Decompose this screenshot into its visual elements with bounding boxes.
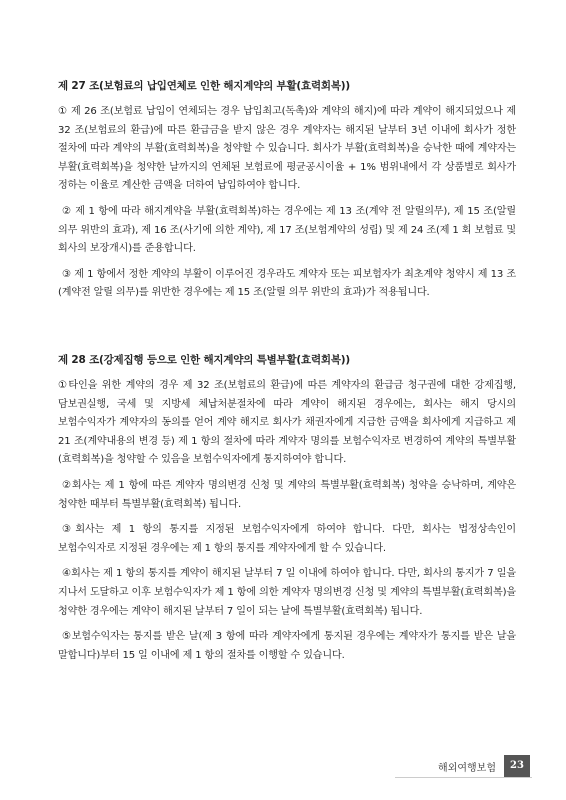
page-footer xyxy=(420,755,530,777)
article-28-title: 제 28 조(강제집행 등으로 인한 해지계약의 특별부활(효력회복)) xyxy=(58,354,350,366)
article-28-paragraph-5: ⑤보험수익자는 통지를 받은 날(제 3 항에 따라 계약자에게 통지된 경우에는 계약자가 통지를 받은 날을 말합니다)부터 15 일 이내에 제 1 항의 절차를 이행할 수 있습니다. xyxy=(58,631,516,661)
article-28 xyxy=(58,353,516,672)
article-27 xyxy=(58,79,516,310)
article-27-paragraph-3: ③ 제 1 항에서 정한 계약의 부활이 이루어진 경우라도 계약자 또는 피보험자가 최초계약 청약시 제 13 조(계약전 알릴 의무)를 위반한 경우에는 제 15 조(알릴 의무 위반의 효과)가 적용됩니다. xyxy=(58,268,516,299)
article-28-paragraph-4: ④회사는 제 1 항의 통지를 계약이 해지된 날부터 7 일 이내에 하여야 합니다. 다만, 회사의 통지가 7 일을 지나서 도달하고 이후 보험수익자가 제 1 항에 의한 계약자 명의변경 신청 및 계약의 특별부활(효력회복)을 청약한 경우에는 계약이 해지된 날부터 7 일이 되는 날에 특별부활(효력회복) 됩니다. xyxy=(58,568,516,617)
page-number-badge: 23 xyxy=(504,755,530,777)
article-28-paragraph-2: ②회사는 제 1 항에 따른 계약자 명의변경 신청 및 계약의 특별부활(효력회복) 청약을 승낙하며, 계약은 청약한 때부터 특별부활(효력회복) 됩니다. xyxy=(58,479,516,510)
article-28-paragraph-3: ③회사는 제 1 항의 통지를 지정된 보험수익자에게 하여야 합니다. 다만, 회사는 법정상속인이 보험수익자로 지정된 경우에는 제 1 항의 통지를 계약자에게 할 수 있습니다. xyxy=(58,524,516,554)
article-27-title: 제 27 조(보험료의 납입연체로 인한 해지계약의 부활(효력회복)) xyxy=(58,80,350,92)
article-28-paragraph-1: ①타인을 위한 계약의 경우 제 32 조(보험료의 환급)에 따른 계약자의 환급금 청구권에 대한 강제집행, 담보권실행, 국세 및 지방세 체납처분절차에 따라 계약이 해지된 경우에는, 회사는 해지 당시의 보험수익자가 계약자의 동의를 얻어 계약 해지로 회사가 채권자에게 지급한 금액을 회사에게 지급하고 제 21 조(계약내용의 변경 등) 제 1 항의 절차에 따라 계약자 명의를 보험수익자로 변경하여 계약의 특별부활(효력회복)을 청약할 수 있음을 보험수익자에게 통지하여야 합니다. xyxy=(58,380,516,466)
article-27-paragraph-2: ② 제 1 항에 따라 해지계약을 부활(효력회복)하는 경우에는 제 13 조(계약 전 알릴의무), 제 15 조(알릴 의무 위반의 효과), 제 16 조(사기에 의한 계약), 제 17 조(보험계약의 성립) 및 제 24 조(제 1 회 보험료 및 회사의 보장개시)를 준용합니다. xyxy=(58,205,516,255)
footer-document-title: 해외여행보험 xyxy=(438,763,496,774)
footer-divider xyxy=(395,777,532,778)
article-27-paragraph-1: ① 제 26 조(보험료 납입이 연체되는 경우 납입최고(독촉)와 계약의 해지)에 따라 계약이 해지되었으나 제 32 조(보험료의 환급)에 따른 환급금을 받지 않은 경우 계약자는 해지된 날부터 3년 이내에 회사가 정한 절차에 따라 계약의 부활(효력회복)을 청약할 수 있습니다. 회사가 부활(효력회복)을 승낙한 때에 계약자는 부활(효력회복)을 청약한 날까지의 연체된 보험료에 평균공시이율 + 1% 범위내에서 각 상품별로 회사가 정하는 이율로 계산한 금액을 더하여 납입하여야 합니다. xyxy=(58,106,516,192)
